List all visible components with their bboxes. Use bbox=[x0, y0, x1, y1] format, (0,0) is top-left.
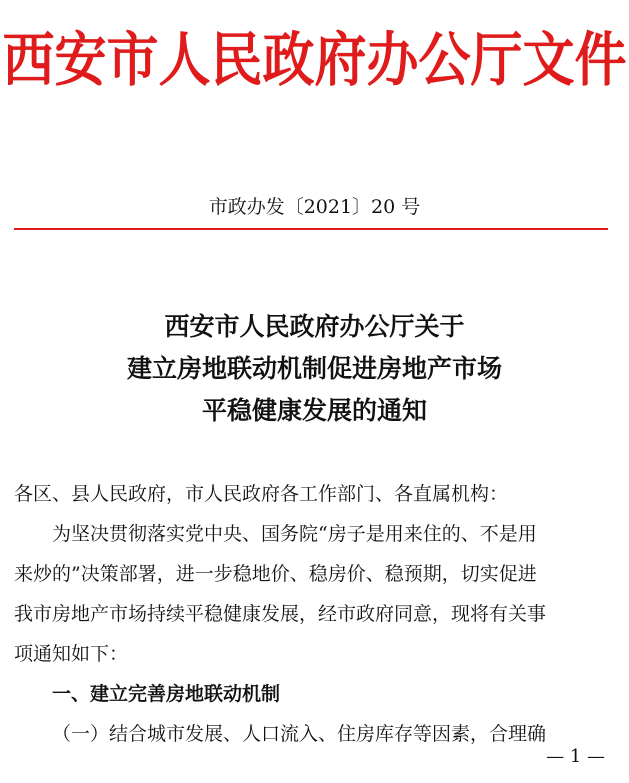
document-number: 市政办发〔2021〕20 号 bbox=[208, 196, 421, 218]
notice-title-line: 平稳健康发展的通知 bbox=[201, 396, 427, 425]
notice-body bbox=[14, 474, 614, 754]
section-heading: 一、建立完善房地联动机制 bbox=[52, 683, 281, 705]
paragraph-line: 我市房地产市场持续平稳健康发展，经市政府同意，现将有关事 bbox=[14, 603, 547, 625]
notice-title-line: 建立房地联动机制促进房地产市场 bbox=[126, 354, 502, 383]
document-header-title: 西安市人民政府办公厅文件 bbox=[2, 26, 627, 95]
notice-title-line: 西安市人民政府办公厅关于 bbox=[164, 312, 465, 341]
page-number: — 1 — bbox=[546, 746, 605, 767]
notice-title bbox=[0, 306, 629, 432]
paragraph-line: 为坚决贯彻落实党中央、国务院“房子是用来住的、不是用 bbox=[52, 523, 537, 545]
paragraph-line: 来炒的”决策部署，进一步稳地价、稳房价、稳预期，切实促进 bbox=[14, 563, 537, 585]
subsection-line: （一）结合城市发展、人口流入、住房库存等因素，合理确 bbox=[52, 723, 547, 745]
salutation: 各区、县人民政府，市人民政府各工作部门、各直属机构： bbox=[14, 483, 509, 505]
red-separator-line bbox=[14, 228, 608, 230]
paragraph-line: 项通知如下： bbox=[14, 643, 129, 665]
